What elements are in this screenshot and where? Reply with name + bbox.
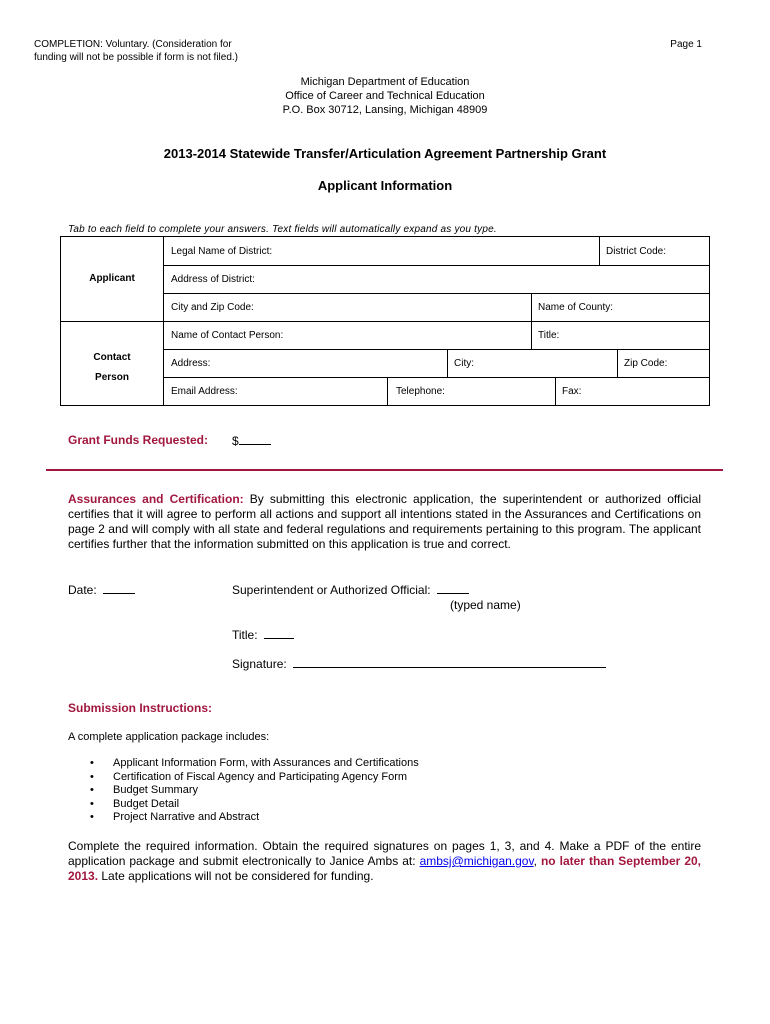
list-item-text: Budget Summary	[113, 784, 198, 796]
dollar-sign: $	[232, 434, 239, 448]
completion-line-1: COMPLETION: Voluntary. (Consideration for	[34, 39, 232, 50]
agency-block	[0, 75, 770, 117]
submission-intro: A complete application package includes:	[68, 731, 270, 743]
date-label: Date:	[68, 583, 97, 597]
official-blank[interactable]	[437, 582, 469, 594]
title-label: Title:	[232, 628, 258, 642]
assurances-paragraph	[68, 492, 701, 552]
assurances-heading: Assurances and Certification:	[68, 492, 244, 506]
district-address-field[interactable]: Address of District:	[171, 274, 255, 285]
official-label: Superintendent or Authorized Official:	[232, 583, 431, 597]
deadline-text: no later than September 20, 2013	[68, 854, 702, 883]
contact-title-field[interactable]: Title:	[538, 330, 560, 341]
page-title: 2013-2014 Statewide Transfer/Articulation Agreement Partnership Grant	[163, 146, 607, 161]
signature-line[interactable]	[293, 656, 606, 668]
list-item-text: Certification of Fiscal Agency and Participating Agency Form	[113, 770, 408, 783]
submission-heading: Submission Instructions:	[68, 701, 213, 715]
page-subtitle: Applicant Information	[317, 178, 453, 193]
contact-zip-field[interactable]: Zip Code:	[624, 358, 668, 369]
contact-city-field[interactable]: City:	[454, 358, 474, 369]
agency-line-3: P.O. Box 30712, Lansing, Michigan 48909	[282, 104, 488, 116]
email-link[interactable]: ambsj@michigan.gov	[419, 854, 534, 868]
bullet-icon: •	[90, 797, 94, 810]
closing-comma: ,	[533, 854, 537, 868]
agency-line-2: Office of Career and Technical Education	[285, 90, 485, 102]
completion-note	[34, 38, 238, 64]
applicant-form-table	[60, 236, 710, 406]
email-field[interactable]: Email Address:	[171, 386, 238, 397]
grant-funds-label: Grant Funds Requested:	[68, 433, 209, 447]
typed-name-note: (typed name)	[450, 598, 521, 612]
list-item	[90, 797, 419, 812]
title-blank[interactable]	[264, 627, 294, 639]
signature-field[interactable]	[232, 656, 606, 671]
list-item	[90, 770, 419, 785]
grant-funds-field[interactable]	[232, 433, 271, 448]
list-item-text: Applicant Information Form, with Assurances and Certifications	[113, 757, 419, 769]
bullet-icon: •	[90, 784, 94, 796]
list-item-text: Project Narrative and Abstract	[113, 811, 260, 823]
assurances-text: By submitting this electronic application, the superintendent or authorized official certifies that it will agree to perform all actions and support all intentions stated in the Assurances and Certifications on page 2 and will comply with all state and federal regulations and requirements pertaining to this program. The applicant certifies further that the information submitted on this application is true and correct.	[68, 492, 702, 551]
contact-name-field[interactable]: Name of Contact Person:	[171, 330, 284, 341]
contact-label-line-2: Person	[95, 372, 129, 383]
contact-label-line-1: Contact	[93, 352, 131, 363]
deadline-period: .	[94, 869, 99, 883]
list-item	[90, 757, 419, 771]
date-blank[interactable]	[103, 582, 135, 594]
list-item-text: Budget Detail	[113, 797, 180, 810]
district-code-field[interactable]: District Code:	[606, 246, 667, 257]
agency-line-1: Michigan Department of Education	[300, 76, 470, 88]
contact-person-label	[61, 348, 163, 388]
fax-field[interactable]: Fax:	[562, 386, 582, 397]
closing-text-1: Complete the required information. Obtain the required signatures on pages 1, 3, and 4. Make a PDF of the entire application package and submit electronically to Janice Ambs at:	[68, 839, 701, 868]
form-instructions: Tab to each field to complete your answers. Text fields will automatically expand as you type.	[68, 224, 497, 235]
list-item	[90, 811, 419, 825]
county-field[interactable]: Name of County:	[538, 302, 614, 313]
closing-text-2: Late applications will not be considered for funding.	[98, 869, 374, 883]
list-item	[90, 784, 419, 798]
signature-label: Signature:	[232, 657, 287, 671]
legal-name-field[interactable]: Legal Name of District:	[171, 246, 273, 257]
page-number: Page 1	[670, 39, 702, 50]
contact-address-field[interactable]: Address:	[171, 358, 211, 369]
date-field[interactable]	[68, 582, 135, 597]
closing-paragraph	[68, 839, 701, 884]
bullet-icon: •	[90, 757, 94, 769]
completion-line-2: funding will not be possible if form is not filed.)	[34, 52, 238, 63]
title-field[interactable]	[232, 627, 294, 642]
section-divider	[46, 469, 723, 471]
bullet-icon: •	[90, 770, 94, 783]
telephone-field[interactable]: Telephone:	[396, 386, 445, 397]
city-zip-field[interactable]: City and Zip Code:	[171, 302, 254, 313]
grant-amount-blank[interactable]	[239, 433, 271, 445]
bullet-icon: •	[90, 811, 94, 823]
applicant-label: Applicant	[89, 273, 135, 284]
official-field[interactable]	[232, 582, 469, 597]
package-list	[90, 757, 419, 825]
